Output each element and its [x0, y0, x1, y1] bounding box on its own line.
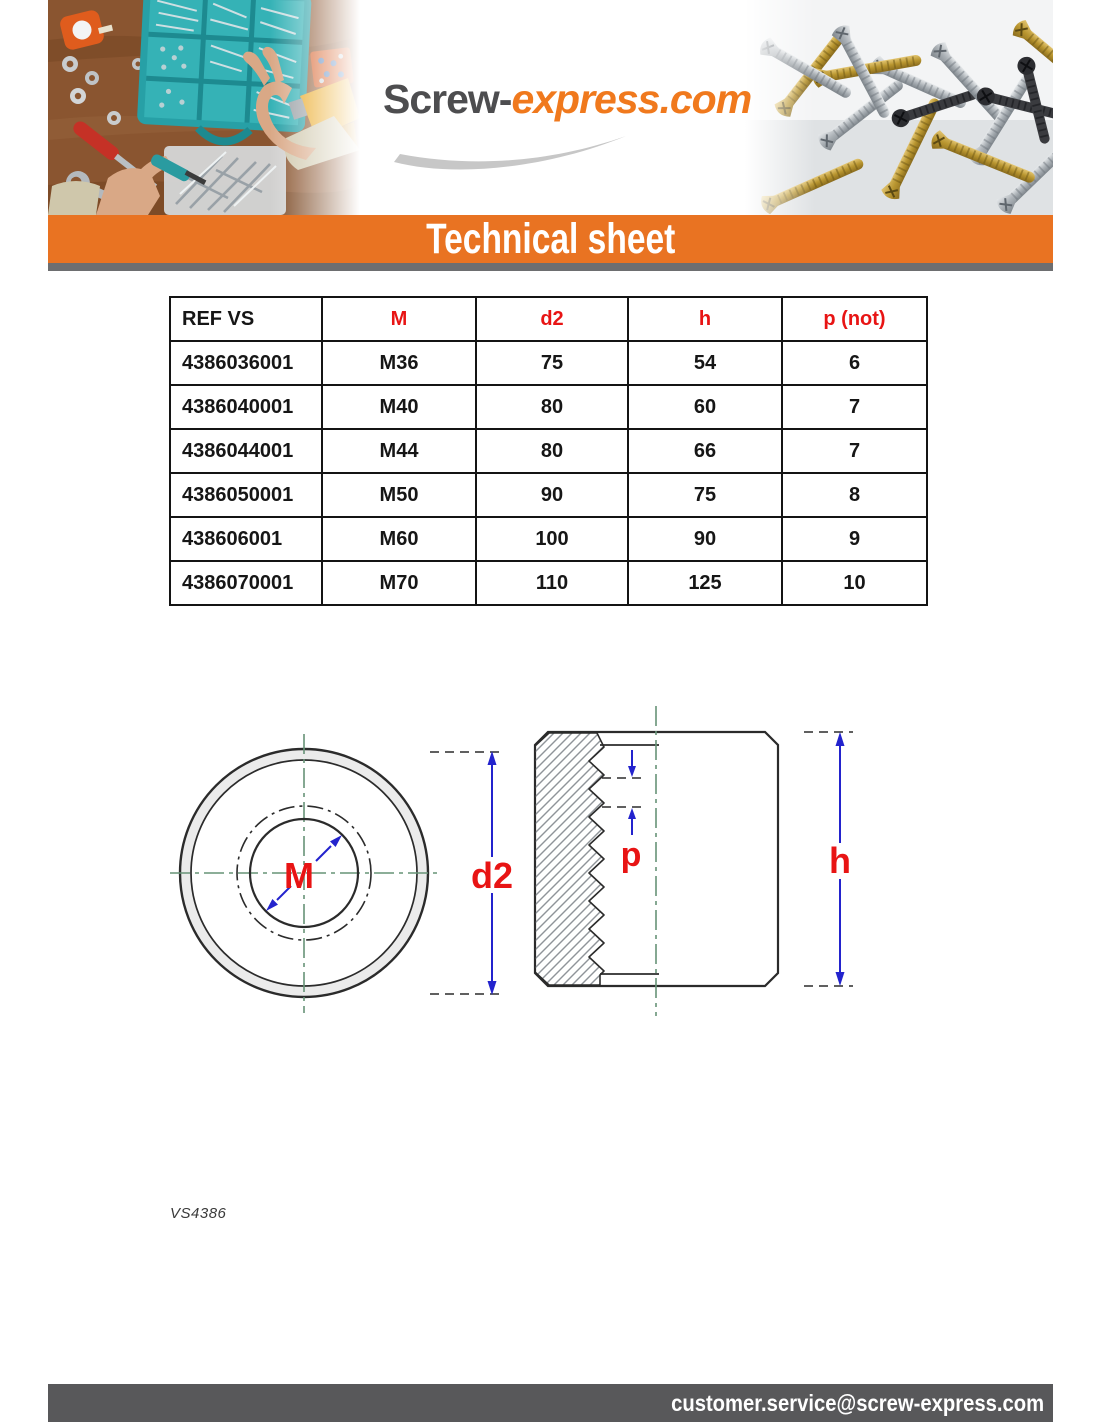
table-row: [170, 341, 927, 385]
column-header: REF VS: [170, 297, 322, 341]
outer-diameter-label: d2: [470, 855, 514, 896]
ref-cell: 4386040001: [170, 385, 322, 429]
value-cell: 125: [628, 561, 782, 605]
brand-logo-secondary: express.com: [511, 76, 752, 122]
value-cell: 54: [628, 341, 782, 385]
value-cell: 80: [476, 429, 628, 473]
technical-sheet-banner: [48, 215, 1053, 263]
column-header: d2: [476, 297, 628, 341]
banner-title: Technical sheet: [425, 214, 676, 263]
value-cell: 100: [476, 517, 628, 561]
ref-cell: 4386044001: [170, 429, 322, 473]
value-cell: 110: [476, 561, 628, 605]
logo-swoosh: [390, 132, 630, 174]
screws-photo: [745, 0, 1053, 215]
ref-cell: 4386036001: [170, 341, 322, 385]
value-cell: M50: [322, 473, 476, 517]
ref-cell: 4386050001: [170, 473, 322, 517]
table-row: [170, 517, 927, 561]
column-header: h: [628, 297, 782, 341]
value-cell: 75: [628, 473, 782, 517]
table-header-row: [170, 297, 927, 341]
spec-table: [169, 296, 928, 606]
footer-bar: [48, 1384, 1053, 1422]
side-view: [535, 706, 778, 1016]
brand-logo-primary: Screw-: [383, 76, 512, 122]
technical-drawing: [150, 690, 890, 1035]
h-dimension: [804, 732, 858, 986]
ref-cell: 4386070001: [170, 561, 322, 605]
value-cell: 7: [782, 385, 927, 429]
column-header: p (not): [782, 297, 927, 341]
value-cell: 10: [782, 561, 927, 605]
footer-email: customer.service@screw-express.com: [671, 1389, 1045, 1416]
value-cell: M40: [322, 385, 476, 429]
table-row: [170, 429, 927, 473]
workbench-photo-art: [48, 0, 360, 215]
value-cell: M44: [322, 429, 476, 473]
brand-logo: [383, 76, 752, 123]
d2-dimension: [430, 751, 513, 995]
value-cell: 75: [476, 341, 628, 385]
front-view: [170, 734, 442, 1013]
value-cell: 9: [782, 517, 927, 561]
table-row: [170, 473, 927, 517]
value-cell: 90: [628, 517, 782, 561]
value-cell: 80: [476, 385, 628, 429]
pitch-label: p: [620, 836, 642, 874]
threaded-section-hatch: [535, 733, 604, 985]
table-row: [170, 385, 927, 429]
height-label: h: [829, 840, 851, 881]
value-cell: 90: [476, 473, 628, 517]
screws-photo-art: [745, 0, 1053, 215]
value-cell: 60: [628, 385, 782, 429]
value-cell: 8: [782, 473, 927, 517]
value-cell: 66: [628, 429, 782, 473]
value-cell: 7: [782, 429, 927, 473]
thread-label: M: [284, 855, 314, 896]
product-code: VS4386: [170, 1205, 227, 1222]
ref-cell: 438606001: [170, 517, 322, 561]
table-row: [170, 561, 927, 605]
banner-underline: [48, 263, 1053, 271]
value-cell: M60: [322, 517, 476, 561]
value-cell: M36: [322, 341, 476, 385]
workbench-photo: [48, 0, 360, 215]
value-cell: M70: [322, 561, 476, 605]
value-cell: 6: [782, 341, 927, 385]
column-header: M: [322, 297, 476, 341]
